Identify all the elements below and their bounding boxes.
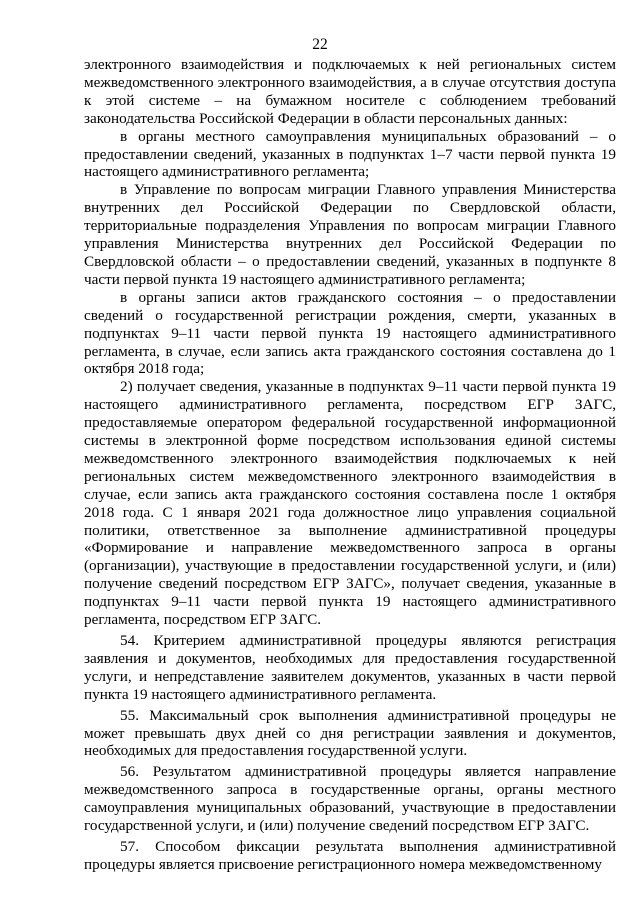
paragraph-continuation: электронного взаимодействия и подключаемых к ней региональных систем межведомственного электронного взаимодействия, а в случае отсутствия доступа к этой системе – на бумажном носителе с соблюдением требований законодательства Российской Федерации в области персональных данных: [84, 56, 616, 127]
paragraph-56: 56. Результатом административной процедуры является направление межведомственного запроса в государственные органы, органы местного самоуправления муниципальных образований, участвующие в предоставлении государственной услуги, и (или) получение сведений посредством ЕГР ЗАГС. [84, 763, 616, 835]
paragraph-57: 57. Способом фиксации результата выполнения административной процедуры является присвоение регистрационного номера межведомственному [84, 837, 616, 873]
paragraph-civil-registry: в органы записи актов гражданского состояния – о предоставлении сведений о государственной регистрации рождения, смерти, указанных в подпунктах 9–11 части первой пункта 19 настоящего административного регламента, в случае, если запись акта гражданского состояния составлена до 1 октября 2018 года; [84, 288, 616, 378]
paragraph-item-2: 2) получает сведения, указанные в подпунктах 9–11 части первой пункта 19 настоящего административного регламента, посредством ЕГР ЗАГС, предоставляемые оператором федеральной государственной информационной системы в электронной форме посредством использования единой системы межведомственного электронного взаимодействия подключаемых к ней региональных систем межведомственного электронного взаимодействия в случае, если запись акта гражданского состояния составлена после 1 октября 2018 года. С 1 января 2021 года должностное лицо управления социальной политики, ответственное за выполнение административной процедуры «Формирование и направление межведомственного запроса в органы (организации), участвующие в предоставлении государственной услуги, и (или) получение сведений посредством ЕГР ЗАГС», получает сведения, указанные в подпунктах 9–11 части первой пункта 19 настоящего административного регламента, посредством ЕГР ЗАГС. [84, 378, 616, 629]
paragraph-local-authorities: в органы местного самоуправления муниципальных образований – о предоставлении сведений, указанных в подпунктах 1–7 части первой пункта 19 настоящего административного регламента; [84, 127, 616, 181]
paragraph-54: 54. Критерием административной процедуры являются регистрация заявления и документов, необходимых для предоставления государственной услуги, и непредставление заявителем документов, указанных в части первой пункта 19 настоящего административного регламента. [84, 632, 616, 703]
document-body [84, 56, 616, 874]
paragraph-migration-department: в Управление по вопросам миграции Главного управления Министерства внутренних дел Российской Федерации по Свердловской области, территориальные подразделения Управления по вопросам миграции Главного управления Министерства внутренних дел Российской Федерации по Свердловской области – о предоставлении сведений, указанных в подпункте 8 части первой пункта 19 настоящего административного регламента; [84, 181, 616, 288]
paragraph-55: 55. Максимальный срок выполнения административной процедуры не может превышать двух дней со дня регистрации заявления и документов, необходимых для предоставления государственной услуги. [84, 706, 616, 760]
page-number: 22 [312, 36, 328, 53]
